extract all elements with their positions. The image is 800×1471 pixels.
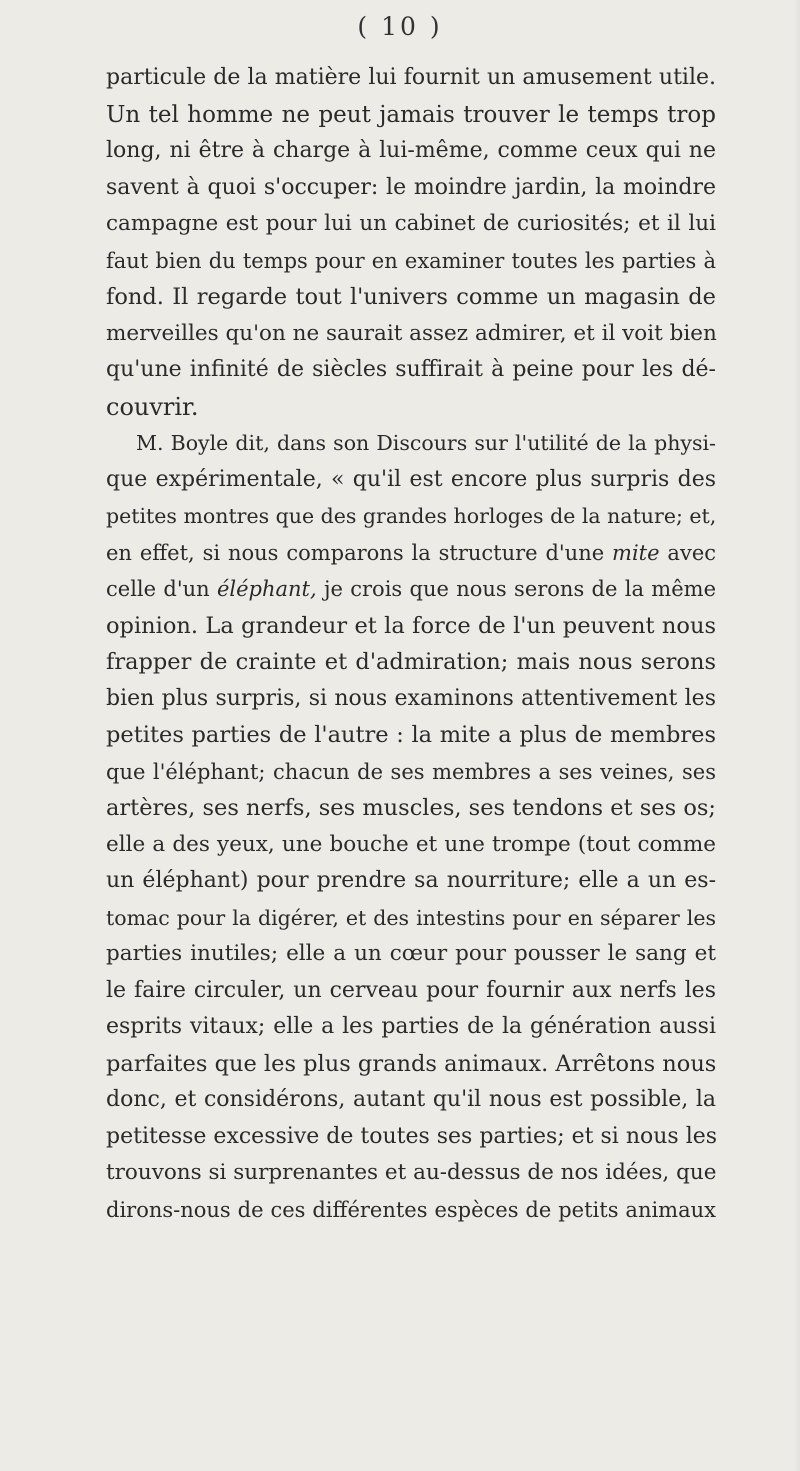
text-line: bien plus surpris, si nous examinons attentivement les: [106, 685, 716, 711]
text-line: un éléphant) pour prendre sa nourriture; elle a un es-: [106, 868, 716, 893]
text-line: donc, et considérons, autant qu'il nous est possible, la: [106, 1087, 716, 1112]
text-line: particule de la matière lui fournit un amusement utile.: [106, 65, 716, 90]
text-line: fond. Il regarde tout l'univers comme un magasin de: [106, 284, 716, 310]
text-line: Un tel homme ne peut jamais trouver le temps trop: [106, 101, 716, 128]
text-line: qu'une infinité de siècles suffirait à peine pour les dé-: [106, 357, 716, 382]
text-line: merveilles qu'on ne saurait assez admirer, et il voit bien: [106, 320, 717, 346]
page-edge-shadow: [794, 0, 800, 1471]
text-line: campagne est pour lui un cabinet de curiosités; et il lui: [106, 211, 716, 236]
text-line: celle d'un éléphant, je crois que nous serons de la même: [106, 577, 716, 601]
text-line: que expérimentale, « qu'il est encore plus surpris des: [106, 466, 716, 492]
paragraph-2: [106, 425, 716, 1228]
text-line: esprits vitaux; elle a les parties de la génération aussi: [106, 1014, 716, 1039]
text-line: parfaites que les plus grands animaux. Arrêtons nous: [106, 1050, 717, 1077]
text-line: long, ni être à charge à lui-même, comme ceux qui ne: [106, 138, 716, 163]
text-line: le faire circuler, un cerveau pour fournir aux nerfs les: [106, 977, 716, 1003]
body-text: [106, 60, 716, 1228]
text-line: en effet, si nous comparons la structure d'une mite avec: [106, 540, 717, 565]
text-line: frapper de crainte et d'admiration; mais nous serons: [106, 649, 716, 675]
paragraph-1: [106, 60, 716, 425]
text-line: trouvons si surprenantes et au-dessus de nos idées, que: [106, 1160, 717, 1185]
text-line: petites montres que des grandes horloges de la nature; et,: [106, 504, 717, 528]
text-line: artères, ses nerfs, ses muscles, ses tendons et ses os;: [106, 795, 716, 821]
page-number: ( 10 ): [357, 12, 443, 41]
text-line: parties inutiles; elle a un cœur pour pousser le sang et: [106, 941, 716, 966]
text-line: savent à quoi s'occuper: le moindre jardin, la moindre: [106, 174, 716, 200]
text-line: elle a des yeux, une bouche et une trompe (tout comme: [106, 831, 716, 857]
text-line: tomac pour la digérer, et des intestins pour en séparer les: [106, 905, 716, 930]
text-line: que l'éléphant; chacun de ses membres a ses veines, ses: [106, 759, 716, 784]
text-line: petites parties de l'autre : la mite a plus de membres: [106, 722, 716, 748]
text-line: opinion. La grandeur et la force de l'un peuvent nous: [106, 612, 716, 639]
text-line: petitesse excessive de toutes ses parties; et si nous les: [106, 1123, 718, 1149]
text-line: couvrir.: [106, 392, 199, 421]
text-line: dirons-nous de ces différentes espèces de petits animaux: [106, 1197, 716, 1222]
text-line: faut bien du temps pour en examiner toutes les parties à: [106, 248, 716, 273]
text-line: M. Boyle dit, dans son Discours sur l'utilité de la physi-: [136, 431, 716, 455]
